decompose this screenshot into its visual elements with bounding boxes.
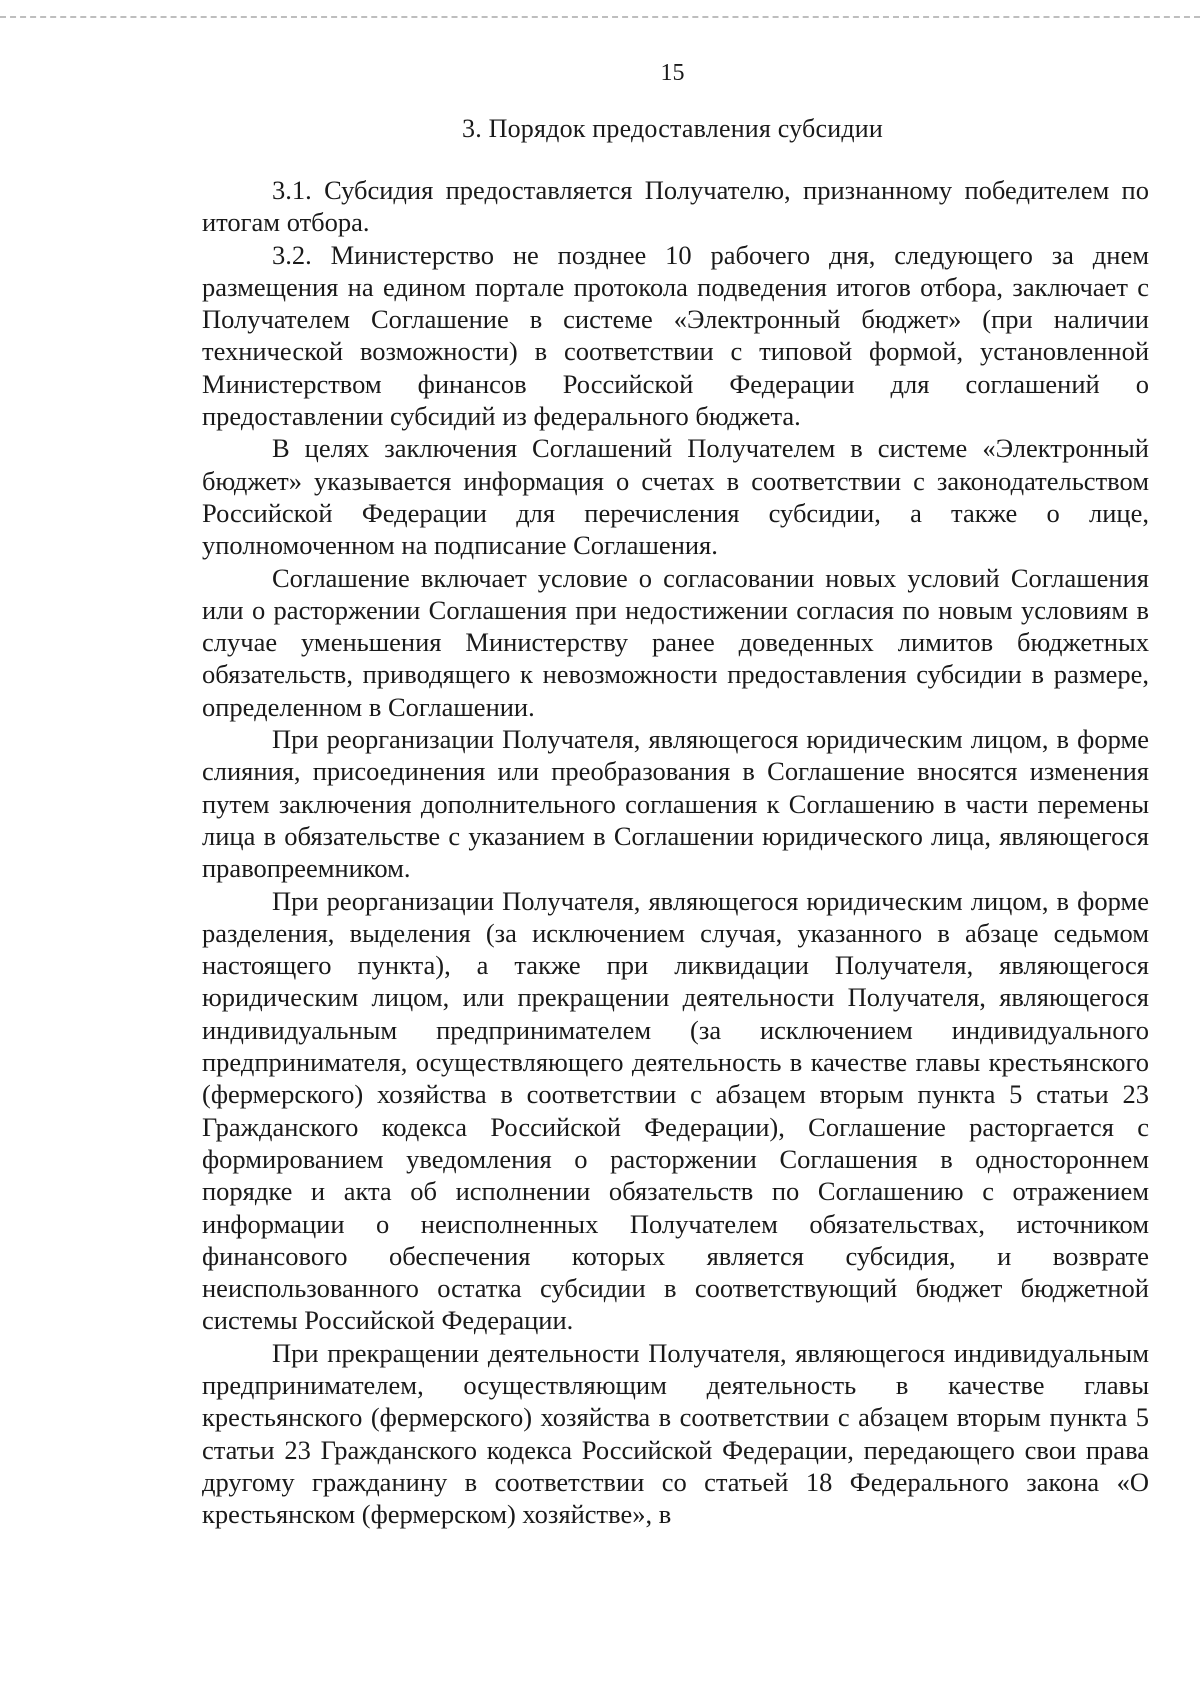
page-number: 15 <box>660 60 685 86</box>
paragraph-reorganization-division: При реорганизации Получателя, являющегося юридическим лицом, в форме разделения, выделения (за исключением случая, указанного в абзаце седьмом настоящего пункта), а также при ликвидации Получателя, являющегося юридическим лицом, или прекращении деятельности Получателя, являющегося индивидуальным предпринимателем (за исключением индивидуального предпринимателя, осуществляющего деятельность в качестве главы крестьянского (фермерского) хозяйства в соответствии с абзацем вторым пункта 5 статьи 23 Гражданского кодекса Российской Федерации), Соглашение расторгается с формированием уведомления о расторжении Соглашения в одностороннем порядке и акта об исполнении обязательств по Соглашению с отражением информации о неисполненных Получателем обязательствах, источником финансового обеспечения которых является субсидия, и возврате неиспользованного остатка субсидии в соответствующий бюджет бюджетной системы Российской Федерации. <box>202 885 1149 1336</box>
scan-top-edge <box>0 16 1200 18</box>
paragraph-accounts-info: В целях заключения Соглашений Получателем в системе «Электронный бюджет» указывается информация о счетах в соответствии с законодательством Российской Федерации для перечисления субсидии, а также о лице, уполномоченном на подписание Соглашения. <box>202 433 1149 561</box>
paragraph-3-2: 3.2. Министерство не позднее 10 рабочего дня, следующего за днем размещения на едином портале протокола подведения итогов отбора, заключает с Получателем Соглашение в системе «Электронный бюджет» (при наличии технической возможности) в соответствии с типовой формой, установленной Министерством финансов Российской Федерации для соглашений о предоставлении субсидий из федерального бюджета. <box>202 239 1149 432</box>
paragraph-reorganization-merger: При реорганизации Получателя, являющегося юридическим лицом, в форме слияния, присоединения или преобразования в Соглашение вносятся изменения путем заключения дополнительного соглашения к Соглашению в части перемены лица в обязательстве с указанием в Соглашении юридического лица, являющегося правопреемником. <box>202 724 1149 884</box>
paragraph-new-conditions: Соглашение включает условие о согласовании новых условий Соглашения или о расторжении Соглашения при недостижении согласия по новым условиям в случае уменьшения Министерству ранее доведенных лимитов бюджетных обязательств, приводящего к невозможности предоставления субсидии в размере, определенном в Соглашении. <box>202 562 1149 722</box>
paragraph-termination-farm: При прекращении деятельности Получателя, являющегося индивидуальным предпринимателем, осуществляющим деятельность в качестве главы крестьянского (фермерского) хозяйства в соответствии с абзацем вторым пункта 5 статьи 23 Гражданского кодекса Российской Федерации, передающего свои права другому гражданину в соответствии со статьей 18 Федерального закона «О крестьянском (фермерском) хозяйстве», в <box>202 1337 1149 1530</box>
paragraph-3-1: 3.1. Субсидия предоставляется Получателю, признанному победителем по итогам отбора. <box>202 175 1149 238</box>
section-title: 3. Порядок предоставления субсидии <box>462 114 883 143</box>
document-body <box>202 174 1149 1530</box>
